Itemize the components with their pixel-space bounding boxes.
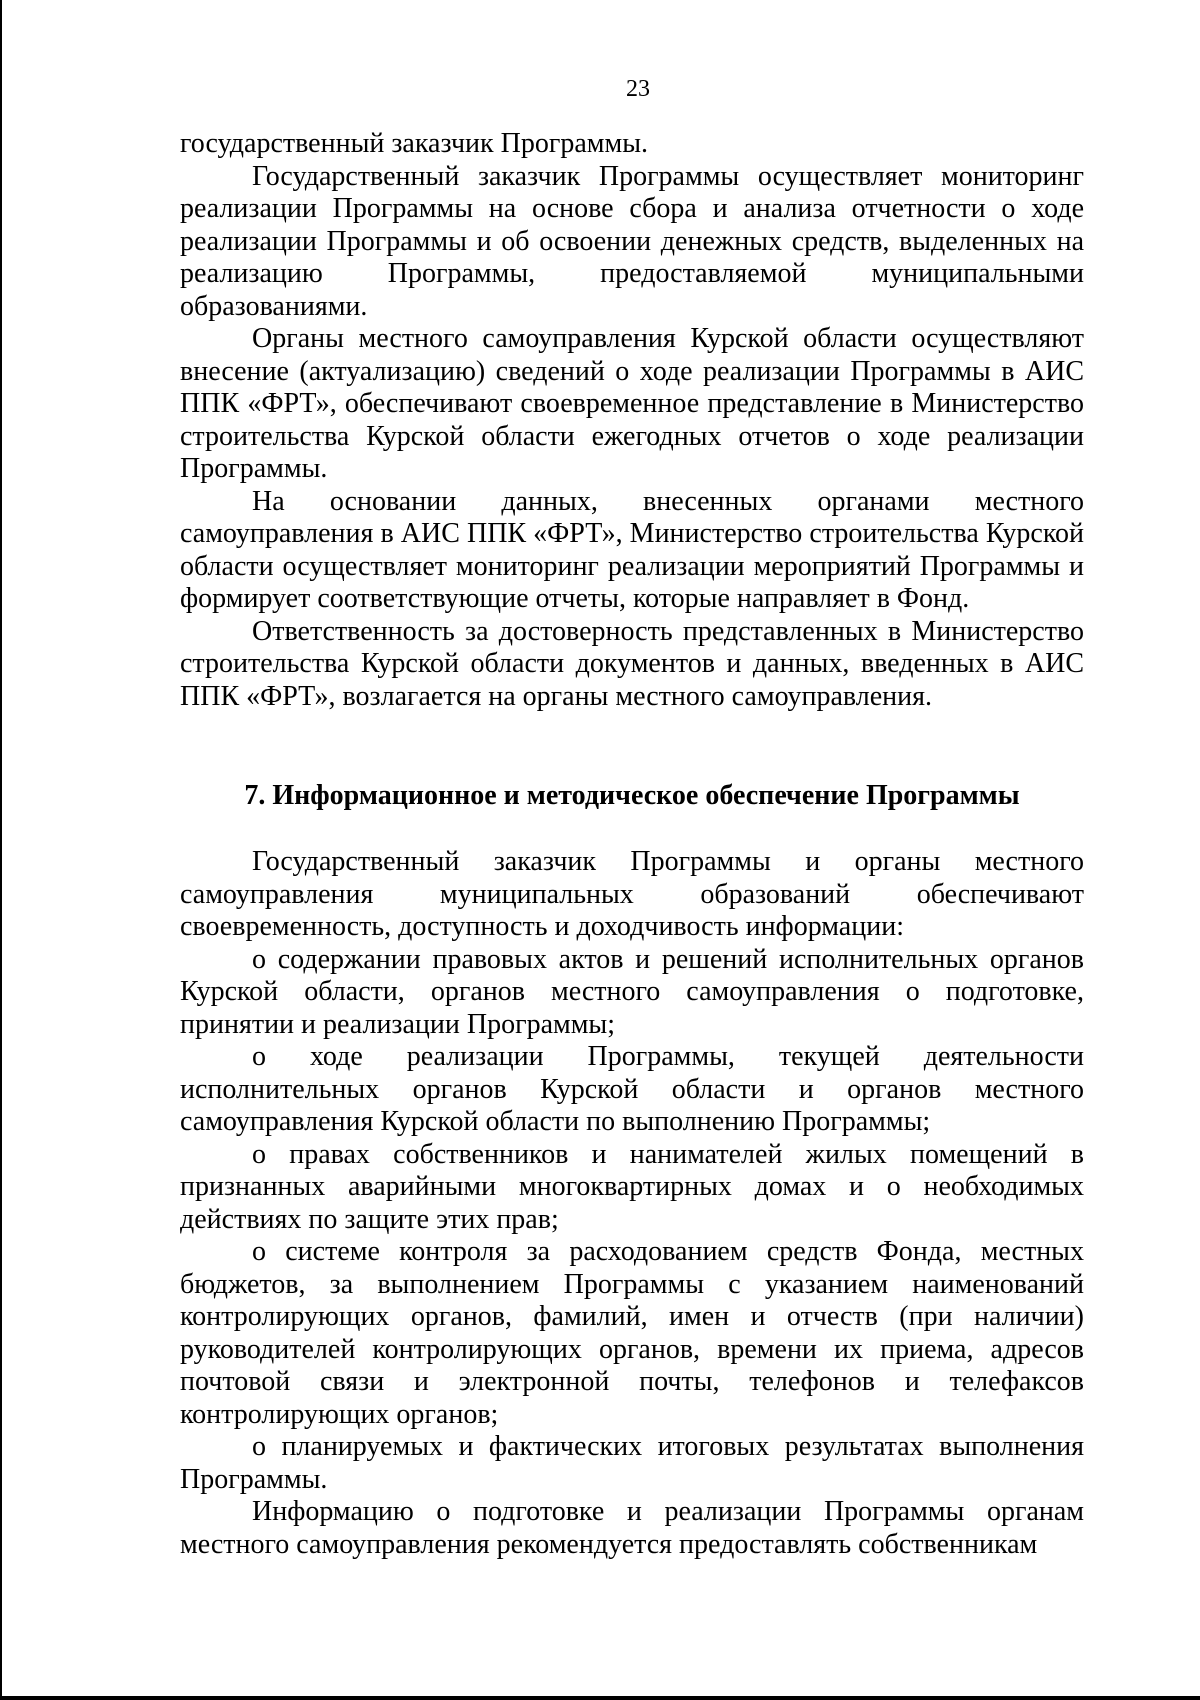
paragraph: Государственный заказчик Программы осуществляет мониторинг реализации Программы на основе сбора и анализа отчетности о ходе реализации Программы и об освоении денежных средств, выделенных на реализацию Программы, предоставляемой муниципальными образованиями. — [180, 160, 1084, 322]
paragraph: Государственный заказчик Программы и органы местного самоуправления муниципальных образований обеспечивают своевременность, доступность и доходчивость информации: — [180, 846, 1084, 942]
paragraph: Органы местного самоуправления Курской области осуществляют внесение (актуализацию) сведений о ходе реализации Программы в АИС ППК «ФРТ», обеспечивают своевременное представление в Министерство строительства Курской области ежегодных отчетов о ходе реализации Программы. — [180, 323, 1084, 484]
list-item: о планируемых и фактических итоговых результатах выполнения Программы. — [180, 1431, 1084, 1495]
list-item: о правах собственников и нанимателей жилых помещений в признанных аварийными многоквартирных домах и о необходимых действиях по защите этих прав; — [180, 1138, 1084, 1235]
list-item: о системе контроля за расходованием средств Фонда, местных бюджетов, за выполнением Программы с указанием наименований контролирующих органов, фамилий, имен и отчеств (при наличии) руководителей контролирующих органов, времени их приема, адресов почтовой связи и электронной почты, телефонов и телефаксов контролирующих органов; — [180, 1236, 1084, 1430]
paragraph: Ответственность за достоверность представленных в Министерство строительства Курской области документов и данных, введенных в АИС ППК «ФРТ», возлагается на органы местного самоуправления. — [180, 615, 1084, 712]
page-number: 23 — [626, 76, 650, 102]
list-item: о ходе реализации Программы, текущей деятельности исполнительных органов Курской области и органов местного самоуправления Курской области по выполнению Программы; — [180, 1041, 1084, 1137]
paragraph: Информацию о подготовке и реализации Программы органам местного самоуправления рекомендуется предоставлять собственникам — [180, 1496, 1084, 1560]
list-item: о содержании правовых актов и решений исполнительных органов Курской области, органов местного самоуправления о подготовке, принятии и реализации Программы; — [180, 943, 1084, 1040]
section-heading: 7. Информационное и методическое обеспечение Программы — [244, 780, 1020, 811]
scan-edge-left — [0, 0, 2, 1700]
scan-edge-bottom — [0, 1696, 1200, 1700]
paragraph: На основании данных, внесенных органами местного самоуправления в АИС ППК «ФРТ», Министерство строительства Курской области осуществляет мониторинг реализации мероприятий Программы и формирует соответствующие отчеты, которые направляет в Фонд. — [180, 485, 1084, 614]
paragraph: государственный заказчик Программы. — [180, 128, 649, 159]
body-text-bottom — [180, 846, 1084, 1561]
body-text-top — [180, 128, 1084, 713]
